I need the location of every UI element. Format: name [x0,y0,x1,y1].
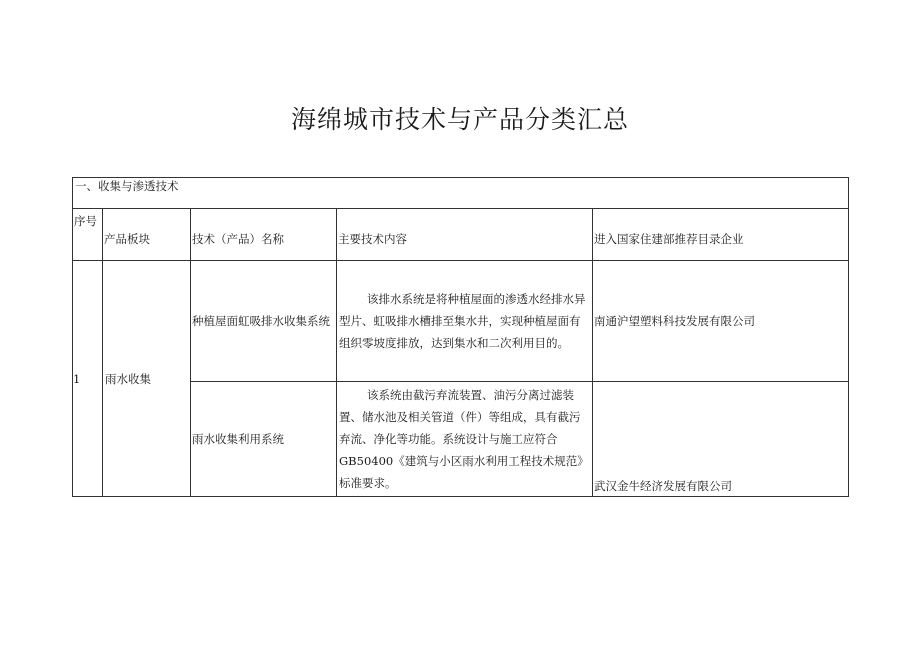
table-row [73,261,849,382]
header-name: 技术（产品）名称 [192,232,284,246]
table-header-row [73,209,849,261]
row-content: 该系统由截污弃流装置、油污分离过滤装置、储水池及相关管道（件）等组成，具有截污弃流、净化等功能。系统设计与施工应符合GB50400《建筑与小区雨水利用工程技术规范》标准要求。 [337,382,593,497]
row-name: 雨水收集利用系统 [191,382,337,497]
section-heading: 一、收集与渗透技术 [73,178,849,209]
row-company: 南通沪望塑料科技发展有限公司 [593,261,849,382]
header-company: 进入国家住建部推荐目录企业 [594,232,744,246]
row-company: 武汉金牛经济发展有限公司 [593,382,849,497]
row-name: 种植屋面虹吸排水收集系统 [191,261,337,382]
row-category: 雨水收集 [103,261,191,497]
header-content: 主要技术内容 [338,232,407,246]
header-seq: 序号 [74,214,97,228]
row-seq: 1 [73,261,103,497]
header-category: 产品板块 [104,232,150,246]
document-title: 海绵城市技术与产品分类汇总 [290,105,629,134]
classification-table [72,177,849,497]
row-content: 该排水系统是将种植屋面的渗透水经排水异型片、虹吸排水槽排至集水井，实现种植屋面有组织零坡度排放，达到集水和二次利用目的。 [337,261,593,382]
